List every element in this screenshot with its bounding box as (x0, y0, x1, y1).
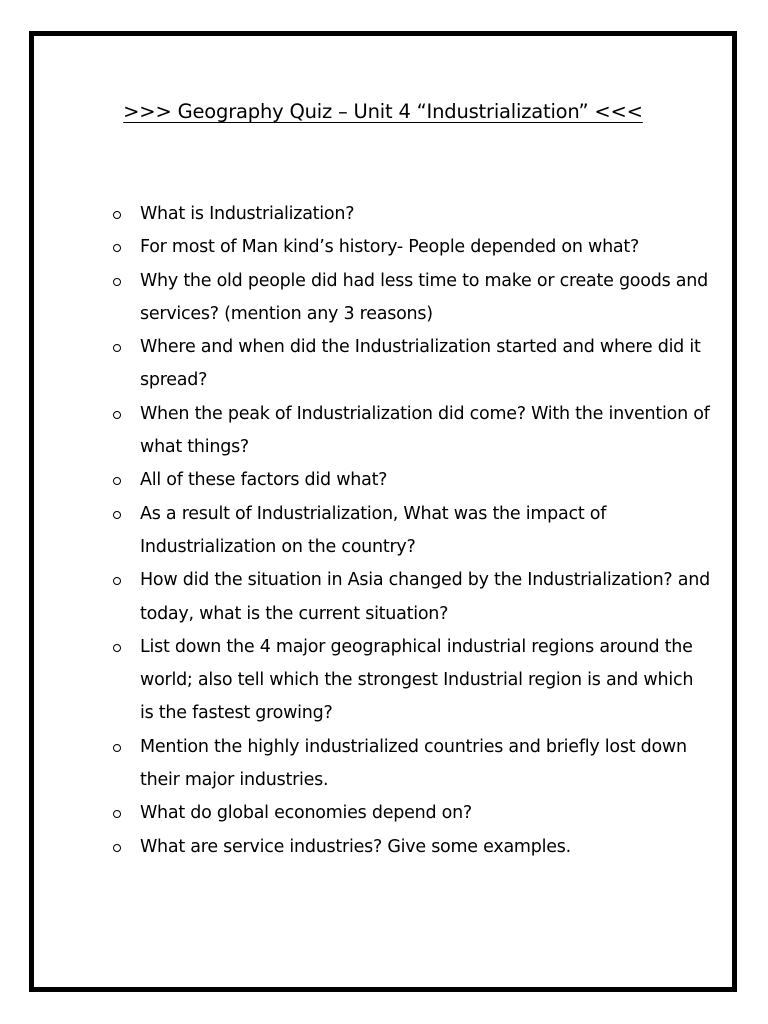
question-item (110, 797, 710, 830)
hollow-circle-bullet-icon (113, 644, 121, 652)
question-text: Where and when did the Industrialization started and where did it spread? (140, 337, 701, 391)
question-item (110, 398, 710, 465)
hollow-circle-bullet-icon (113, 744, 121, 752)
question-item (110, 331, 710, 398)
question-text: Why the old people did had less time to make or create goods and services? (mention any 3 reasons) (140, 270, 708, 324)
question-item (110, 265, 710, 332)
hollow-circle-bullet-icon (113, 411, 121, 419)
question-text: For most of Man kind’s history- People depended on what? (140, 237, 640, 258)
question-item (110, 464, 710, 497)
question-item (110, 731, 710, 798)
question-item (110, 198, 710, 231)
hollow-circle-bullet-icon (113, 344, 121, 352)
question-item (110, 631, 710, 731)
question-text: What do global economies depend on? (140, 803, 472, 824)
hollow-circle-bullet-icon (113, 810, 121, 818)
question-item (110, 231, 710, 264)
hollow-circle-bullet-icon (113, 844, 121, 852)
question-text: How did the situation in Asia changed by the Industrialization? and today, what is the current situation? (140, 570, 710, 624)
hollow-circle-bullet-icon (113, 244, 121, 252)
question-text: Mention the highly industrialized countries and briefly lost down their major industries. (140, 736, 687, 791)
question-text: What is Industrialization? (140, 204, 355, 224)
question-item (110, 498, 710, 565)
question-text: All of these factors did what? (140, 470, 388, 491)
hollow-circle-bullet-icon (113, 511, 121, 519)
question-item (110, 564, 710, 631)
quiz-title: >>> Geography Quiz – Unit 4 “Industrialization” <<< (123, 100, 643, 123)
question-item (110, 831, 710, 864)
question-text: When the peak of Industrialization did come? With the invention of what things? (140, 403, 710, 458)
question-text: List down the 4 major geographical industrial regions around the world; also tell which the strongest Industrial region is and which is the fastest growing? (140, 636, 694, 724)
question-list (110, 198, 710, 864)
page-frame (29, 31, 737, 992)
question-text: What are service industries? Give some examples. (140, 836, 571, 857)
question-text: As a result of Industrialization, What was the impact of Industrialization on the country? (140, 503, 607, 557)
hollow-circle-bullet-icon (113, 278, 121, 286)
hollow-circle-bullet-icon (113, 211, 121, 219)
hollow-circle-bullet-icon (113, 577, 121, 585)
hollow-circle-bullet-icon (113, 477, 121, 485)
